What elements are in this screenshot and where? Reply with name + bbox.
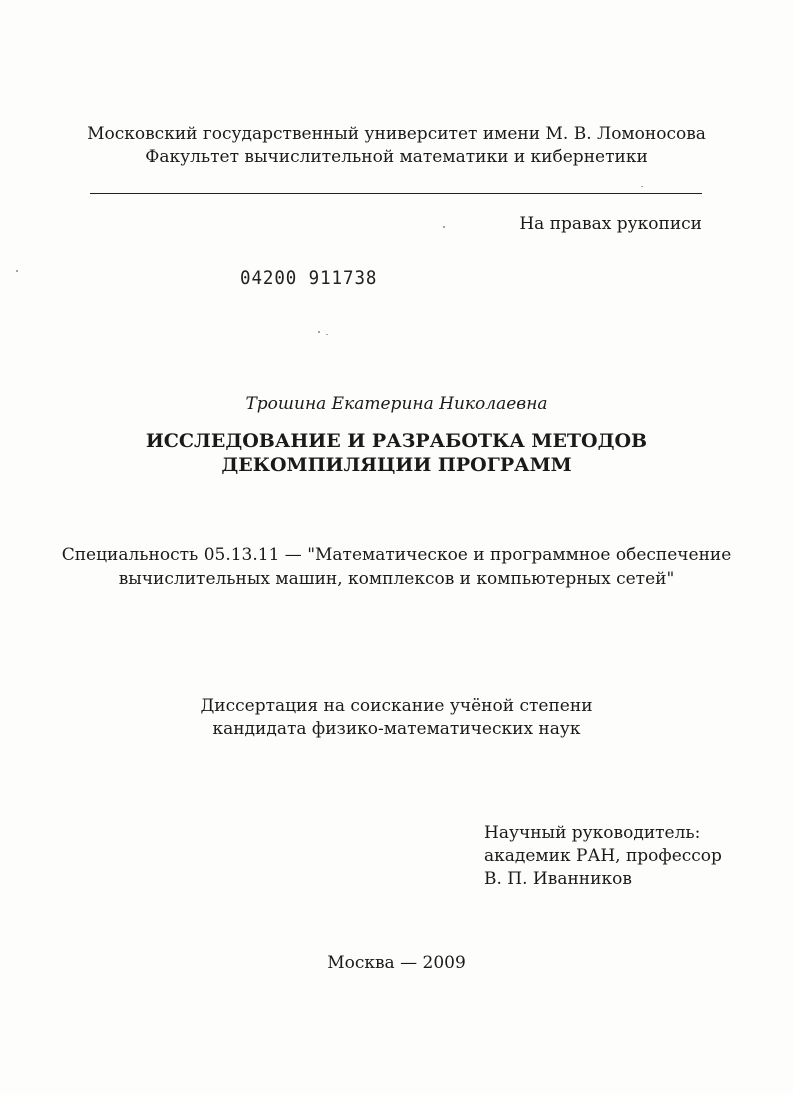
specialty-line-2: вычислительных машин, комплексов и компьютерных сетей" [118,569,675,589]
header-divider [90,193,702,194]
thesis-title-line-1: ИССЛЕДОВАНИЕ И РАЗРАБОТКА МЕТОДОВ [145,430,648,452]
scan-speck [318,331,320,333]
author-name: Трошина Екатерина Николаевна [245,394,548,414]
university-name: Московский государственный университет имени М. В. Ломоносова [87,124,706,144]
advisor-rank: академик РАН, профессор [484,846,722,866]
scan-speck [326,334,328,335]
advisor-label: Научный руководитель: [484,823,701,843]
manuscript-note: На правах рукописи [519,214,702,234]
faculty-name: Факультет вычислительной математики и кибернетики [145,147,648,167]
scan-speck [16,270,18,272]
thesis-title-line-2: ДЕКОМПИЛЯЦИИ ПРОГРАММ [221,454,572,476]
dissertation-degree-line-2: кандидата физико-математических наук [212,719,581,739]
scan-speck [641,186,643,187]
advisor-name: В. П. Иванников [484,869,632,889]
dissertation-degree-line-1: Диссертация на соискание учёной степени [200,696,593,716]
scan-speck [443,226,445,228]
place-and-year: Москва — 2009 [327,953,466,973]
specialty-line-1: Специальность 05.13.11 — "Математическое и программное обеспечение [61,545,732,565]
registration-stamp: 04200 911738 [240,267,378,289]
